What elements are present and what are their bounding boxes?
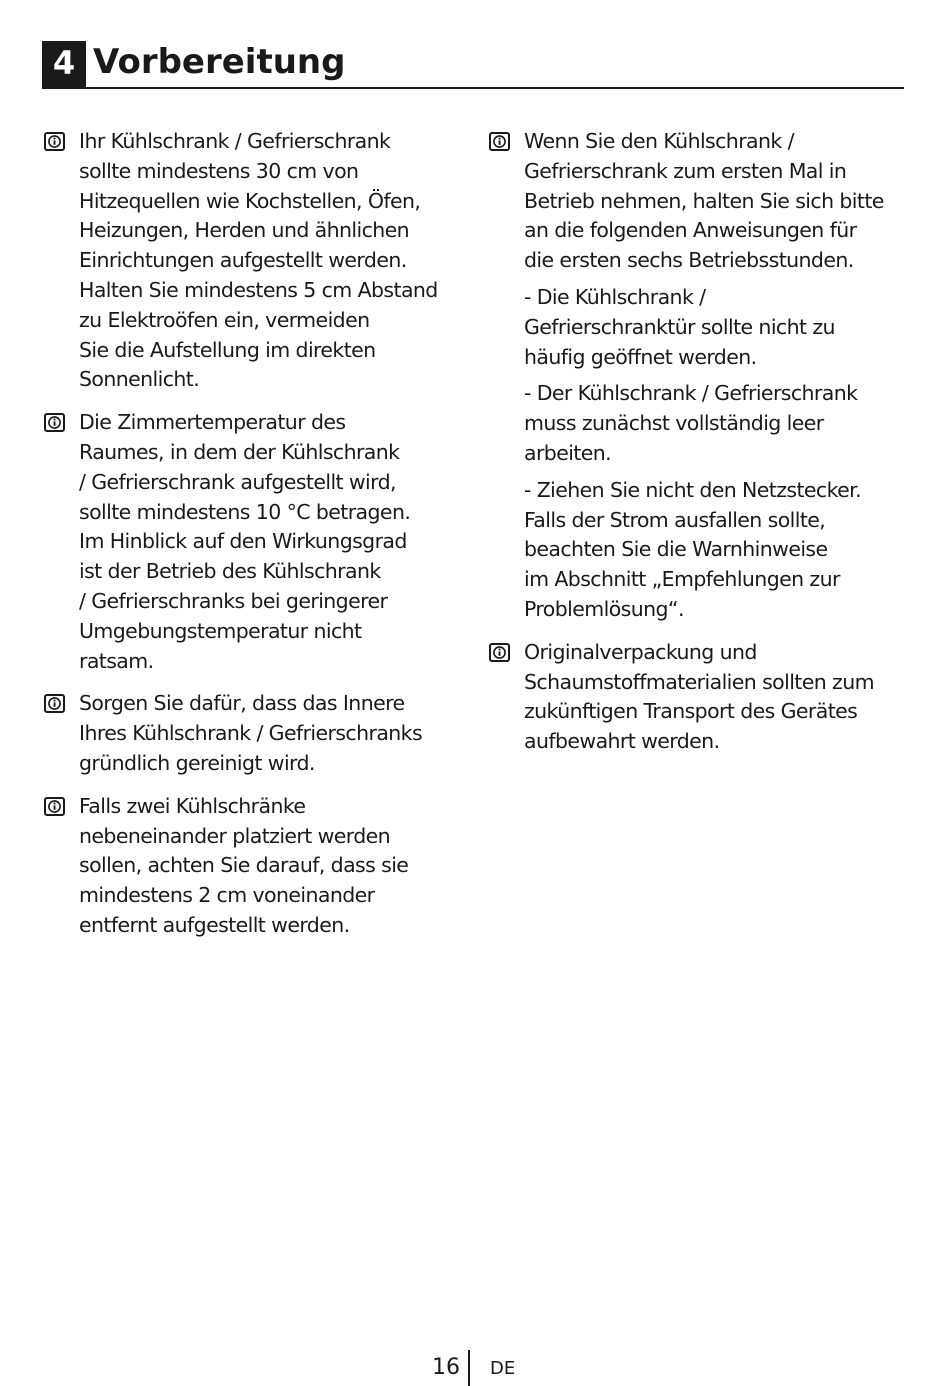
page-title: Vorbereitung	[93, 42, 346, 82]
info-icon	[489, 132, 510, 151]
info-icon	[44, 694, 65, 713]
info-icon	[44, 413, 65, 432]
chapter-number: 4	[42, 41, 86, 87]
info-note	[42, 689, 462, 778]
page-footer	[0, 1350, 950, 1386]
note-text: Wenn Sie den Kühlschrank / Gefrierschrank zum ersten Mal in Betrieb nehmen, halten Sie sich bitte an die folgenden Anweisungen für die ersten sechs Betriebsstunden.	[524, 129, 884, 273]
info-icon	[489, 643, 510, 662]
info-note	[487, 638, 907, 757]
note-text: Originalverpackung und Schaumstoffmaterialien sollten zum zukünftigen Transport des Gerätes aufbewahrt werden.	[524, 639, 874, 754]
info-icon	[44, 797, 65, 816]
info-note	[42, 127, 462, 395]
page-number: 16	[432, 1355, 460, 1380]
left-column	[42, 127, 462, 954]
note-text: Die Zimmertemperatur des Raumes, in dem der Kühlschrank / Gefrierschrank aufgestellt wird, sollte mindestens 10 °C betragen. Im Hinblick auf den Wirkungsgrad ist der Betrieb des Kühlschrank / Gefrierschranks bei geringerer Umgebungstemperatur nicht ratsam.	[79, 410, 411, 673]
note-text: Ihr Kühlschrank / Gefrierschrank sollte mindestens 30 cm von Hitzequellen wie Kochstellen, Öfen, Heizungen, Herden und ähnlichen Einrichtungen aufgestellt werden. Halten Sie mindestens 5 cm Abstand zu Elektroöfen ein, vermeiden Sie die Aufstellung im direkten Sonnenlicht.	[79, 129, 438, 392]
info-note	[487, 127, 907, 625]
note-text: Falls zwei Kühlschränke nebeneinander platziert werden sollen, achten Sie darauf, dass sie mindestens 2 cm voneinander entfernt aufgestellt werden.	[79, 793, 409, 937]
footer-divider	[468, 1350, 470, 1386]
instruction-item: - Die Kühlschrank / Gefrierschranktür sollte nicht zu häufig geöffnet werden.	[524, 284, 835, 369]
instruction-item: - Ziehen Sie nicht den Netzstecker. Falls der Strom ausfallen sollte, beachten Sie die Warnhinweise im Abschnitt „Empfehlungen zur Problemlösung“.	[524, 477, 862, 621]
info-note	[42, 408, 462, 676]
language-code: DE	[490, 1358, 516, 1379]
chapter-header	[42, 41, 904, 89]
info-note	[42, 792, 462, 941]
info-icon	[44, 132, 65, 151]
right-column	[487, 127, 907, 770]
instruction-item: - Der Kühlschrank / Gefrierschrank muss zunächst vollständig leer arbeiten.	[524, 381, 858, 465]
note-text: Sorgen Sie dafür, dass das Innere Ihres Kühlschrank / Gefrierschranks gründlich gereinigt wird.	[79, 691, 423, 775]
